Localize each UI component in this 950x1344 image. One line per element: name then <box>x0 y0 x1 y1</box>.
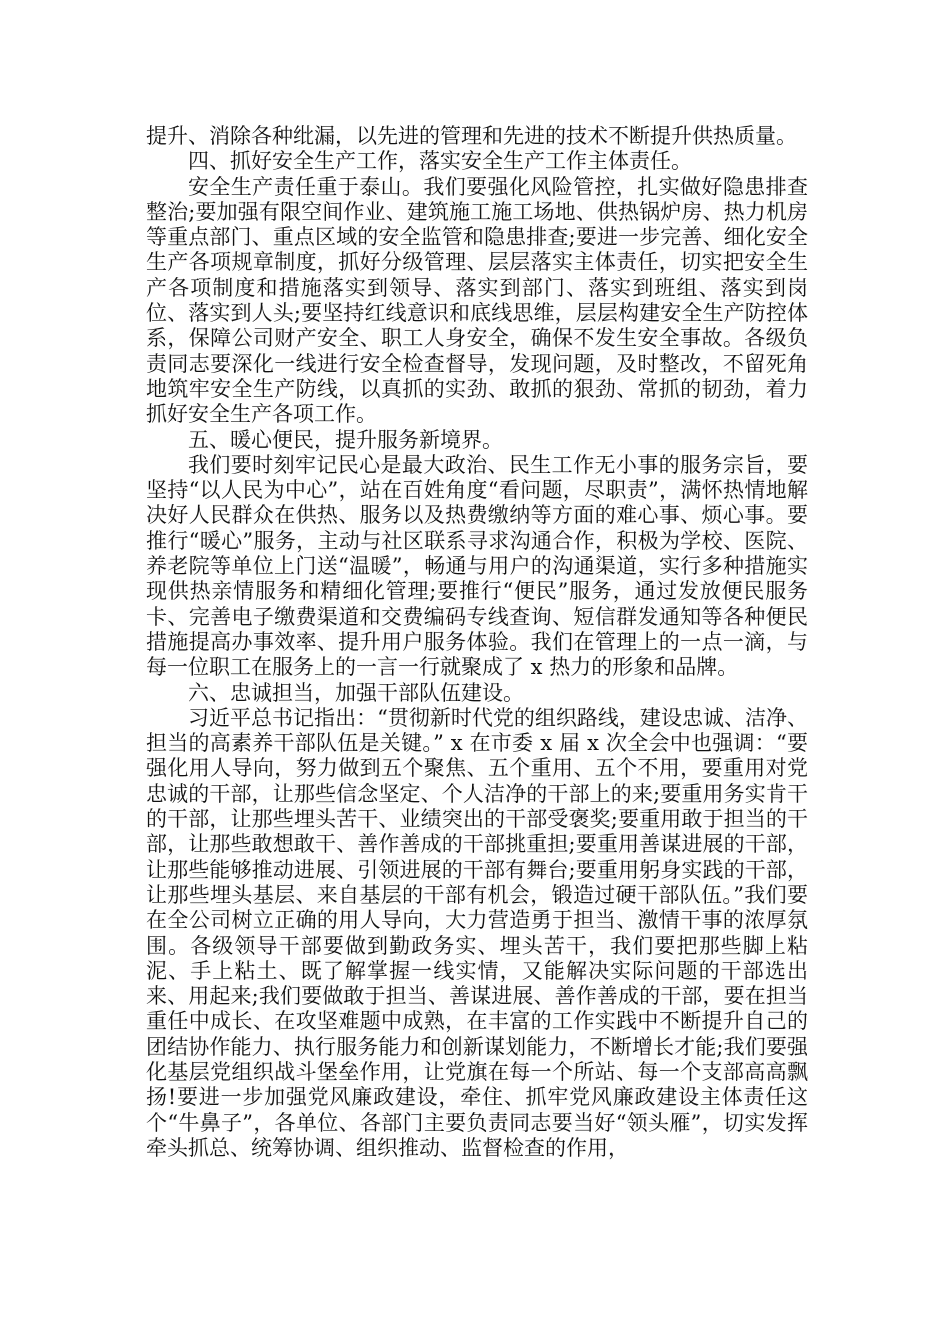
paragraph-continuation: 提升、消除各种纰漏，以先进的管理和先进的技术不断提升供热质量。 <box>146 124 797 148</box>
heading-section-6: 六、忠诚担当，加强干部队伍建设。 <box>188 680 524 705</box>
heading-section-5: 五、暖心便民，提升服务新境界。 <box>188 427 503 452</box>
paragraph-service: 我们要时刻牢记民心是最大政治、民生工作无小事的服务宗旨，要坚持“以人民为中心”，站在百姓角度“看问题，尽职责”，满怀热情地解决好人民群众在供热、服务以及热费缴纳等方面的难心事、烦心事。要推行“暖心”服务，主动与社区联系寻求沟通合作，积极为学校、医院、养老院等单位上门送“温暖”，畅通与用户的沟通渠道，实行多种措施实现供热亲情服务和精细化管理;要推行“便民”服务，通过发放便民服务卡、完善电子缴费渠道和交费编码专线查询、短信群发通知等各种便民措施提高办事效率、提升用户服务体验。我们在管理上的一点一滴，与每一位职工在服务上的一言一行就聚成了 x 热力的形象和品牌。 <box>146 452 808 680</box>
paragraph-safety: 安全生产责任重于泰山。我们要强化风险管控，扎实做好隐患排查整治;要加强有限空间作业、建筑施工施工场地、供热锅炉房、热力机房等重点部门、重点区域的安全监管和隐患排查;要进一步完善、细化安全生产各项规章制度，抓好分级管理、层层落实主体责任，切实把安全生产各项制度和措施落实到领导、落实到部门、落实到班组、落实到岗位、落实到人头;要坚持红线意识和底线思维，层层构建安全生产防控体系，保障公司财产安全、职工人身安全，确保不发生安全事故。各级负责同志要深化一线进行安全检查督导，发现问题，及时整改，不留死角地筑牢安全生产防线，以真抓的实劲、敢抓的狠劲、常抓的韧劲，着力抓好安全生产各项工作。 <box>146 174 808 427</box>
heading-section-4: 四、抓好安全生产工作，落实安全生产工作主体责任。 <box>188 149 692 174</box>
document-body <box>146 124 808 1161</box>
paragraph-cadre: 习近平总书记指出：“贯彻新时代党的组织路线，建设忠诚、洁净、担当的高素养干部队伍是关键。” x 在市委 x 届 x 次全会中也强调：“要强化用人导向，努力做到五个聚焦、五个重用、五个不用，要重用对党忠诚的干部，让那些信念坚定、个人洁净的干部上的来;要重用务实肯干的干部，让那些埋头苦干、业绩突出的干部受褒奖;要重用敢于担当的干部，让那些敢想敢干、善作善成的干部挑重担;要重用善谋进展的干部，让那些能够推动进展、引领进展的干部有舞台;要重用躬身实践的干部，让那些埋头基层、来自基层的干部有机会，锻造过硬干部队伍。”我们要在全公司树立正确的用人导向，大力营造勇于担当、激情干事的浓厚氛围。各级领导干部要做到勤政务实、埋头苦干，我们要把那些脚上粘泥、手上粘土、既了解掌握一线实情，又能解决实际问题的干部选出来、用起来;我们要做敢于担当、善谋进展、善作善成的干部，要在担当重任中成长、在攻坚难题中成熟，在丰富的工作实践中不断提升自己的团结协作能力、执行服务能力和创新谋划能力，不断增长才能;我们要强化基层党组织战斗堡垒作用，让党旗在每一个所站、每一个支部高高飘扬!要进一步加强党风廉政建设，牵住、抓牢党风廉政建设主体责任这个“牛鼻子”，各单位、各部门主要负责同志要当好“领头雁”，切实发挥牵头抓总、统筹协调、组织推动、监督检查的作用， <box>146 705 808 1160</box>
